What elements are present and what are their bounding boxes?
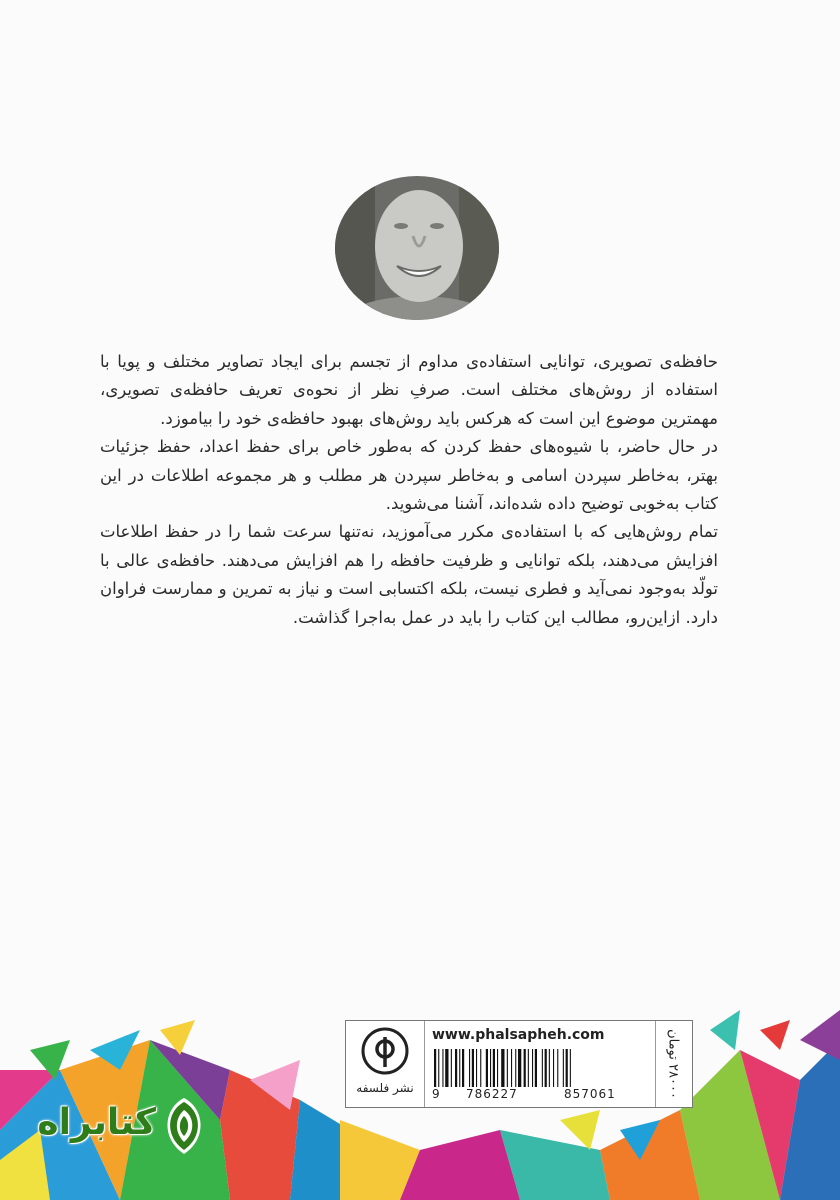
barcode-bar	[566, 1049, 568, 1087]
blurb-paragraph-1: حافظه‌ی تصویری، توانایی استفاده‌ی مداوم از تجسم برای ایجاد تصاویر مختلف و پویا با استفاده از روش‌های مختلف است. صرفِ نظر از نحوه‌ی تعریف حافظه‌ی تصویری، مهمترین موضوع این است که هرکس باید روش‌های بهبود حافظه‌ی خود را بیاموزد.	[100, 352, 718, 428]
isbn-barcode	[432, 1049, 652, 1087]
barcode-bar	[497, 1049, 498, 1087]
barcode-bar	[535, 1049, 537, 1087]
back-cover-blurb	[100, 348, 718, 632]
publisher-section	[346, 1021, 425, 1107]
barcode-bar	[438, 1049, 439, 1087]
barcode-bar	[445, 1049, 448, 1087]
barcode-bar	[476, 1049, 477, 1087]
barcode-bar	[518, 1049, 521, 1087]
isbn-prefix: 9	[432, 1087, 441, 1101]
barcode-bar	[501, 1049, 504, 1087]
barcode-bar	[549, 1049, 550, 1087]
barcode-bar	[563, 1049, 564, 1087]
leaf-logo-icon	[156, 1094, 212, 1158]
ketabrah-watermark	[34, 1092, 214, 1164]
barcode-bar	[493, 1049, 495, 1087]
barcode-bar	[545, 1049, 547, 1087]
barcode-bar	[480, 1049, 481, 1087]
watermark-text: کتابراه	[37, 1102, 156, 1143]
barcode-bar	[459, 1049, 460, 1087]
isbn-part-2: 857061	[564, 1087, 616, 1101]
barcode-bar	[524, 1049, 526, 1087]
publisher-name: نشر فلسفه	[356, 1081, 414, 1095]
price-label: ۲۸۰۰۰ تومان	[665, 1029, 681, 1099]
isbn-part-1: 786227	[466, 1087, 518, 1101]
publisher-website: www.phalsapheh.com	[432, 1027, 605, 1043]
barcode-bar	[490, 1049, 491, 1087]
back-label-box	[345, 1020, 693, 1108]
price-section	[655, 1021, 690, 1107]
barcode-bar	[570, 1049, 571, 1087]
publisher-logo-icon	[361, 1027, 409, 1075]
author-portrait-image	[335, 176, 499, 320]
barcode-bar	[434, 1049, 436, 1087]
barcode-bar	[532, 1049, 533, 1087]
barcode-bar	[486, 1049, 488, 1087]
barcode-bar	[455, 1049, 457, 1087]
barcode-bar	[472, 1049, 474, 1087]
barcode-bar	[507, 1049, 508, 1087]
barcode-bar	[557, 1049, 558, 1087]
barcode-bar	[462, 1049, 464, 1087]
barcode-bar	[451, 1049, 452, 1087]
blurb-paragraph-3: تمام روش‌هایی که با استفاده‌ی مکرر می‌آموزید، نه‌تنها سرعت شما را در حفظ اطلاعات افزایش می‌دهند، بلکه توانایی و ظرفیت حافظه را هم افزایش می‌دهند. حافظه‌ی عالی با تولّد به‌وجود نمی‌آید و فطری نیست، بلکه اکتسابی است و نیاز به تمرین و ممارست فراوان دارد. ازاین‌رو، مطالب این کتاب را باید در عمل به‌اجرا گذاشت.	[100, 522, 718, 627]
blurb-paragraph-2: در حال حاضر، با شیوه‌های حفظ کردن که به‌طور خاص برای حفظ اعداد، حفظ جزئیات بهتر، به‌خاطر سپردن اسامی و به‌خاطر سپردن هر مطلب و هر مجموعه اطلاعات در این کتاب به‌خوبی توضیح داده شده‌اند، آشنا می‌شوید.	[100, 437, 718, 514]
barcode-bar	[442, 1049, 443, 1087]
barcode-bar	[515, 1049, 516, 1087]
barcode-bar	[511, 1049, 512, 1087]
author-photo	[335, 176, 499, 320]
barcode-bar	[542, 1049, 543, 1087]
barcode-bar	[553, 1049, 554, 1087]
barcode-bar	[528, 1049, 529, 1087]
barcode-bar	[469, 1049, 470, 1087]
